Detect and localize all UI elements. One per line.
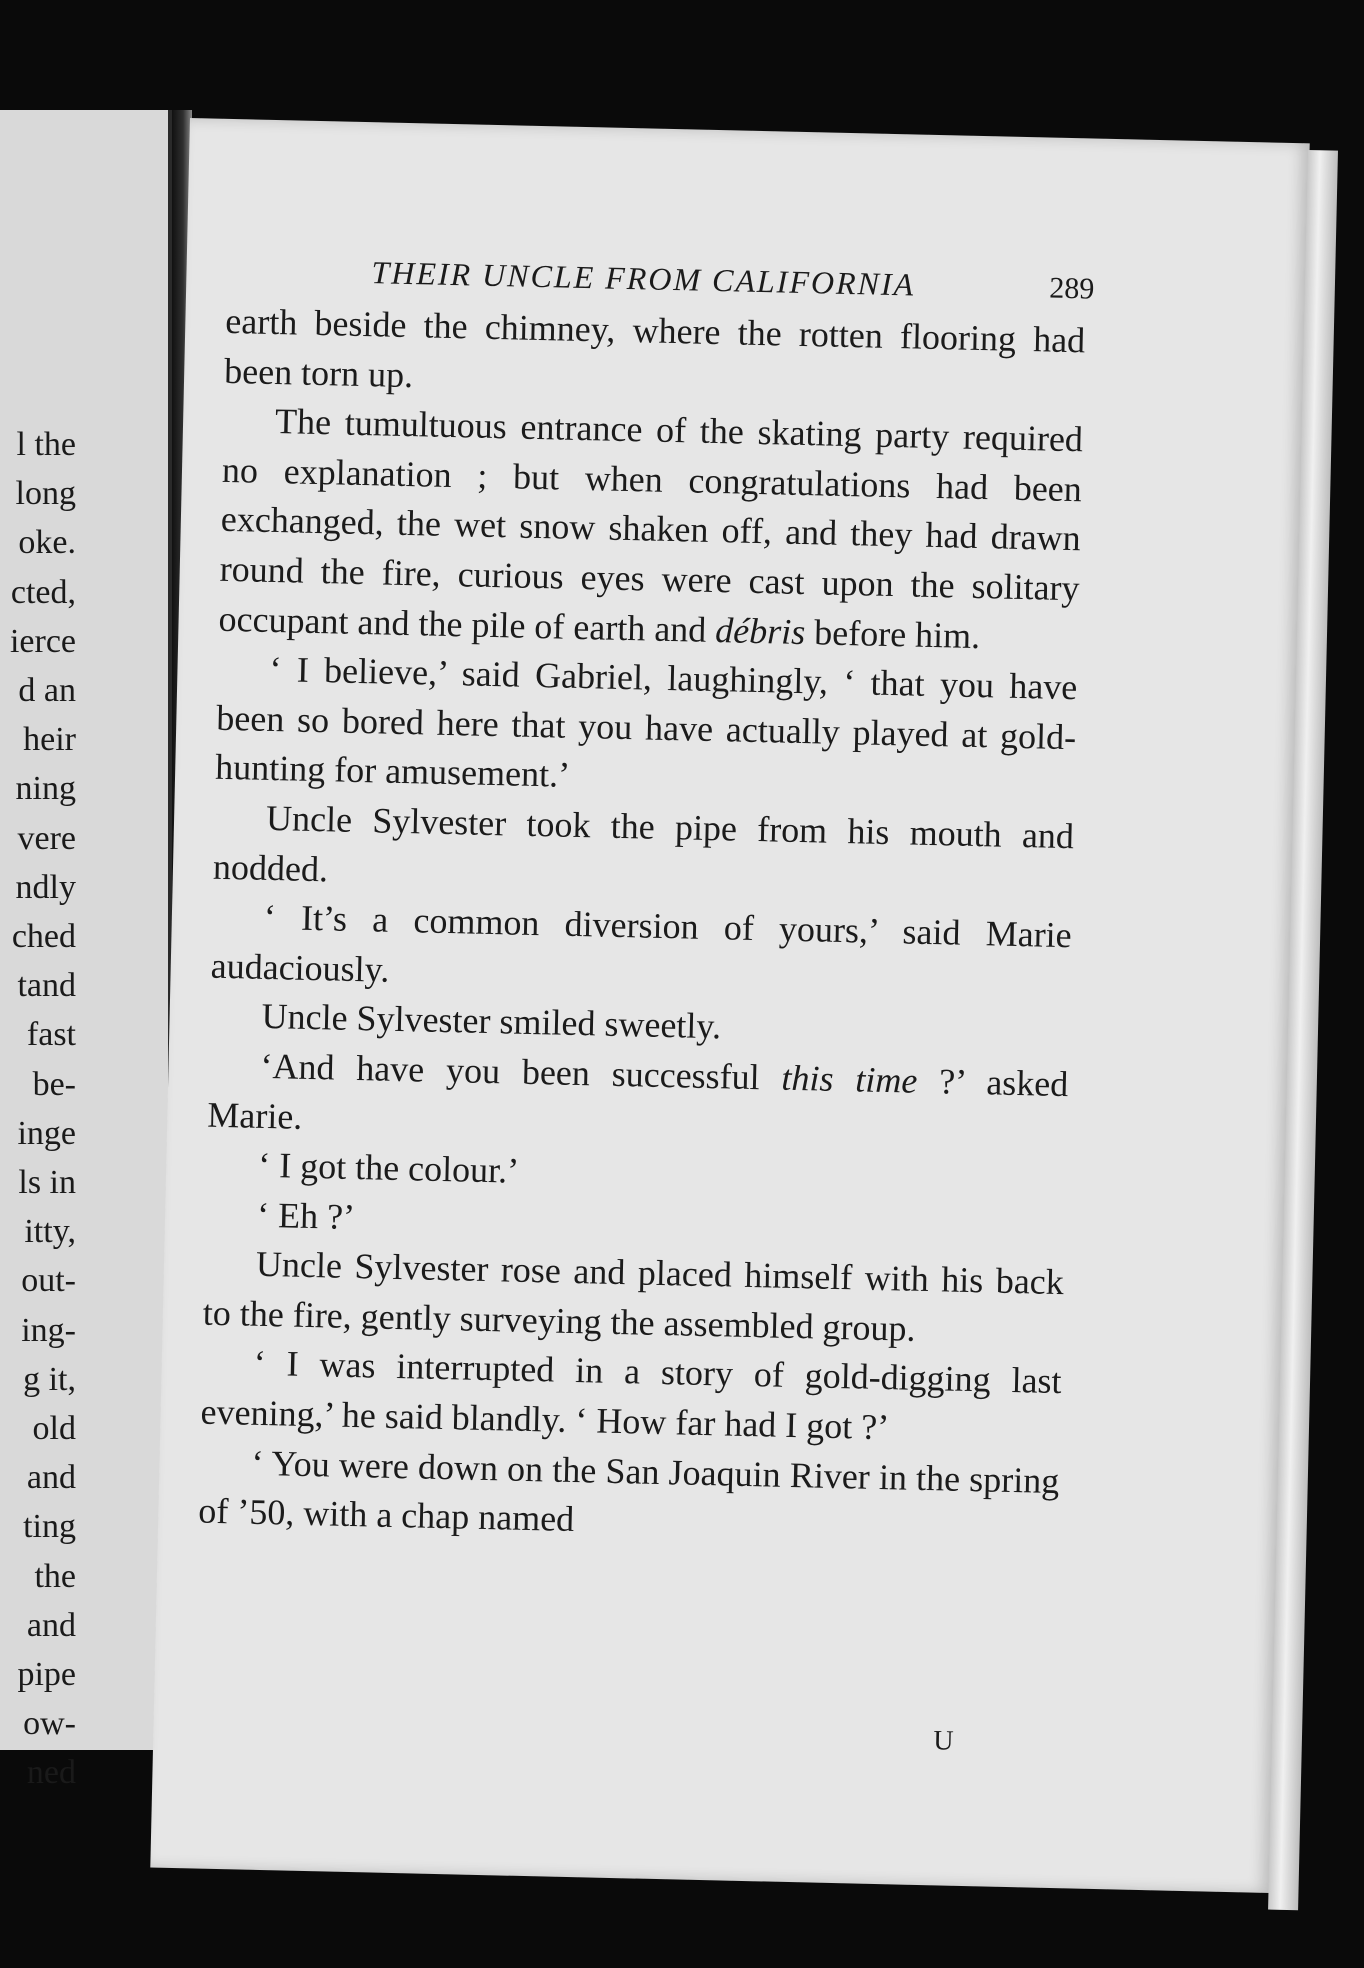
left-page-line: and — [26, 1459, 76, 1497]
text-run: ‘ I believe,’ said Gabriel, laughingly, ‘ that you have been so bored here that you have actually played at gold-hunting for amusement.’ — [214, 649, 1078, 796]
text-run: Uncle Sylvester smiled sweetly. — [261, 996, 722, 1047]
paragraph — [212, 793, 1074, 912]
left-page-line: itty, — [24, 1213, 76, 1251]
text-run: Uncle Sylvester rose and placed himself with his back to the fire, gently surveying the assembled group. — [202, 1244, 1065, 1349]
text-run: before him. — [804, 611, 981, 656]
left-page-line: ing- — [21, 1311, 76, 1349]
left-page-line: be- — [32, 1065, 76, 1103]
text-run: ‘And have you been successful — [260, 1045, 782, 1098]
text-run: ‘ You were down on the San Joaquin River in the spring of ’50, with a chap named — [197, 1442, 1060, 1540]
left-page-line: cted, — [10, 573, 76, 611]
text-run: ‘ It’s a common diversion of yours,’ said Marie audaciously. — [210, 897, 1073, 990]
paragraph — [200, 1338, 1062, 1457]
left-page-line: oke. — [18, 524, 76, 562]
left-page-line: heir — [23, 721, 76, 759]
left-page-line: ierce — [9, 622, 76, 660]
left-page-line: d an — [18, 672, 76, 710]
paragraph — [198, 1437, 1060, 1556]
italic-text: débris — [714, 609, 806, 652]
running-head-title: THEIR UNCLE FROM CALIFORNIA — [371, 254, 916, 303]
left-page-line: g it, — [23, 1360, 76, 1398]
paragraph — [224, 297, 1086, 416]
left-page — [0, 110, 172, 1792]
text-run: ?’ asked Marie. — [206, 1060, 1069, 1137]
left-page-line: ched — [11, 918, 76, 956]
left-page-line: the — [34, 1557, 76, 1595]
body-text — [198, 297, 1086, 1556]
left-page-line: long — [15, 475, 76, 513]
left-page-line: fast — [26, 1016, 76, 1054]
right-page — [150, 118, 1309, 1893]
text-run: The tumultuous entrance of the skating party required no explanation ; but when congratulations had been exchanged, the wet snow shaken off, and they had drawn round the fire, curious eyes were cast upon the solitary occupant and the pile of earth and — [218, 401, 1084, 650]
paragraph — [202, 1239, 1064, 1358]
left-page-line: ndly — [15, 868, 76, 906]
left-page-line: out- — [21, 1262, 76, 1300]
left-page-line: pipe — [17, 1656, 76, 1694]
left-page-line: l the — [16, 426, 76, 463]
paragraph — [210, 892, 1072, 1011]
left-page-line: ls in — [18, 1164, 76, 1202]
paragraph — [207, 1041, 1069, 1160]
text-run: ‘ I got the colour.’ — [257, 1144, 520, 1191]
page-content — [197, 119, 1095, 1757]
page-number: 289 — [1048, 271, 1095, 306]
left-page-line: ned — [26, 1754, 76, 1792]
left-page-line: tand — [17, 967, 76, 1005]
signature-mark: U — [933, 1725, 955, 1757]
left-page-line: and — [26, 1606, 76, 1644]
left-page-line: ting — [23, 1508, 76, 1546]
left-page-line: ow- — [23, 1705, 76, 1743]
left-page-line: vere — [17, 819, 76, 857]
italic-text: this time — [781, 1057, 918, 1101]
left-page-line: inge — [17, 1114, 76, 1152]
text-run: Uncle Sylvester took the pipe from his mouth and nodded. — [212, 797, 1075, 889]
left-page-line: ning — [15, 770, 76, 808]
text-run: ‘ Eh ?’ — [256, 1194, 356, 1237]
paragraph — [218, 396, 1083, 663]
text-run: earth beside the chimney, where the rotten flooring had been torn up. — [223, 300, 1086, 395]
paragraph — [215, 644, 1078, 812]
left-page-text — [10, 420, 76, 1798]
text-run: ‘ I was interrupted in a story of gold-digging last evening,’ he said blandly. ‘ How far had I got ?’ — [200, 1343, 1063, 1448]
left-page-line: old — [32, 1410, 76, 1448]
